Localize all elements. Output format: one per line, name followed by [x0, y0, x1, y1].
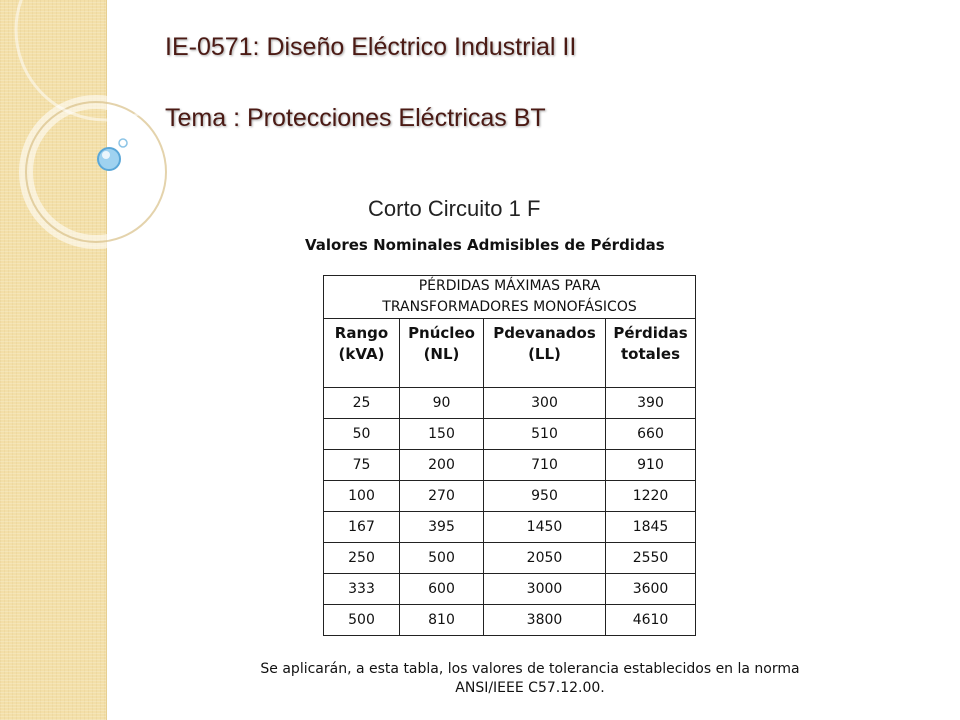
table-cell: 390	[606, 388, 696, 419]
table-cell: 1220	[606, 481, 696, 512]
table-row	[324, 450, 696, 481]
table-cell: 200	[400, 450, 484, 481]
table-cell: 1845	[606, 512, 696, 543]
table-heading: Valores Nominales Admisibles de Pérdidas	[305, 236, 665, 254]
table-cell: 50	[324, 419, 400, 450]
table-caption	[324, 276, 696, 319]
table-cell: 100	[324, 481, 400, 512]
column-header-total-loss: Pérdidas totales	[606, 319, 696, 388]
table-cell: 810	[400, 605, 484, 636]
table-row	[324, 543, 696, 574]
table-cell: 910	[606, 450, 696, 481]
footnote-line2: ANSI/IEEE C57.12.00.	[455, 680, 605, 696]
table-cell: 2550	[606, 543, 696, 574]
topic-title: Tema : Protecciones Eléctricas BT	[165, 104, 546, 132]
table-row	[324, 419, 696, 450]
large-bubble	[98, 148, 120, 170]
table-row	[324, 605, 696, 636]
table-row	[324, 512, 696, 543]
table-cell: 300	[484, 388, 606, 419]
table-footnote	[130, 660, 930, 698]
table-row	[324, 574, 696, 605]
table-cell: 3800	[484, 605, 606, 636]
table-cell: 270	[400, 481, 484, 512]
table-caption-line2: TRANSFORMADORES MONOFÁSICOS	[382, 299, 637, 315]
table-cell: 500	[400, 543, 484, 574]
table-cell: 2050	[484, 543, 606, 574]
table-caption-line1: PÉRDIDAS MÁXIMAS PARA	[418, 278, 601, 294]
small-bubble	[119, 139, 127, 147]
table-cell: 600	[400, 574, 484, 605]
table-cell: 4610	[606, 605, 696, 636]
table-row	[324, 388, 696, 419]
page-title: IE-0571: Diseño Eléctrico Industrial II	[165, 33, 577, 61]
table-cell: 167	[324, 512, 400, 543]
footnote-line1: Se aplicarán, a esta tabla, los valores de tolerancia establecidos en la norma	[260, 661, 800, 677]
table-cell: 333	[324, 574, 400, 605]
losses-table	[323, 275, 696, 636]
table-cell: 25	[324, 388, 400, 419]
table-cell: 3600	[606, 574, 696, 605]
column-header-winding-loss: Pdevanados (LL)	[484, 319, 606, 388]
column-header-core-loss: Pnúcleo (NL)	[400, 319, 484, 388]
table-row	[324, 481, 696, 512]
table-cell: 710	[484, 450, 606, 481]
section-subtitle: Corto Circuito 1 F	[368, 196, 541, 221]
table-cell: 75	[324, 450, 400, 481]
table-cell: 3000	[484, 574, 606, 605]
table-cell: 500	[324, 605, 400, 636]
column-header-rating: Rango (kVA)	[324, 319, 400, 388]
table-cell: 395	[400, 512, 484, 543]
table-cell: 510	[484, 419, 606, 450]
table-cell: 660	[606, 419, 696, 450]
table-cell: 1450	[484, 512, 606, 543]
table-cell: 150	[400, 419, 484, 450]
table-cell: 250	[324, 543, 400, 574]
table-cell: 950	[484, 481, 606, 512]
table-cell: 90	[400, 388, 484, 419]
